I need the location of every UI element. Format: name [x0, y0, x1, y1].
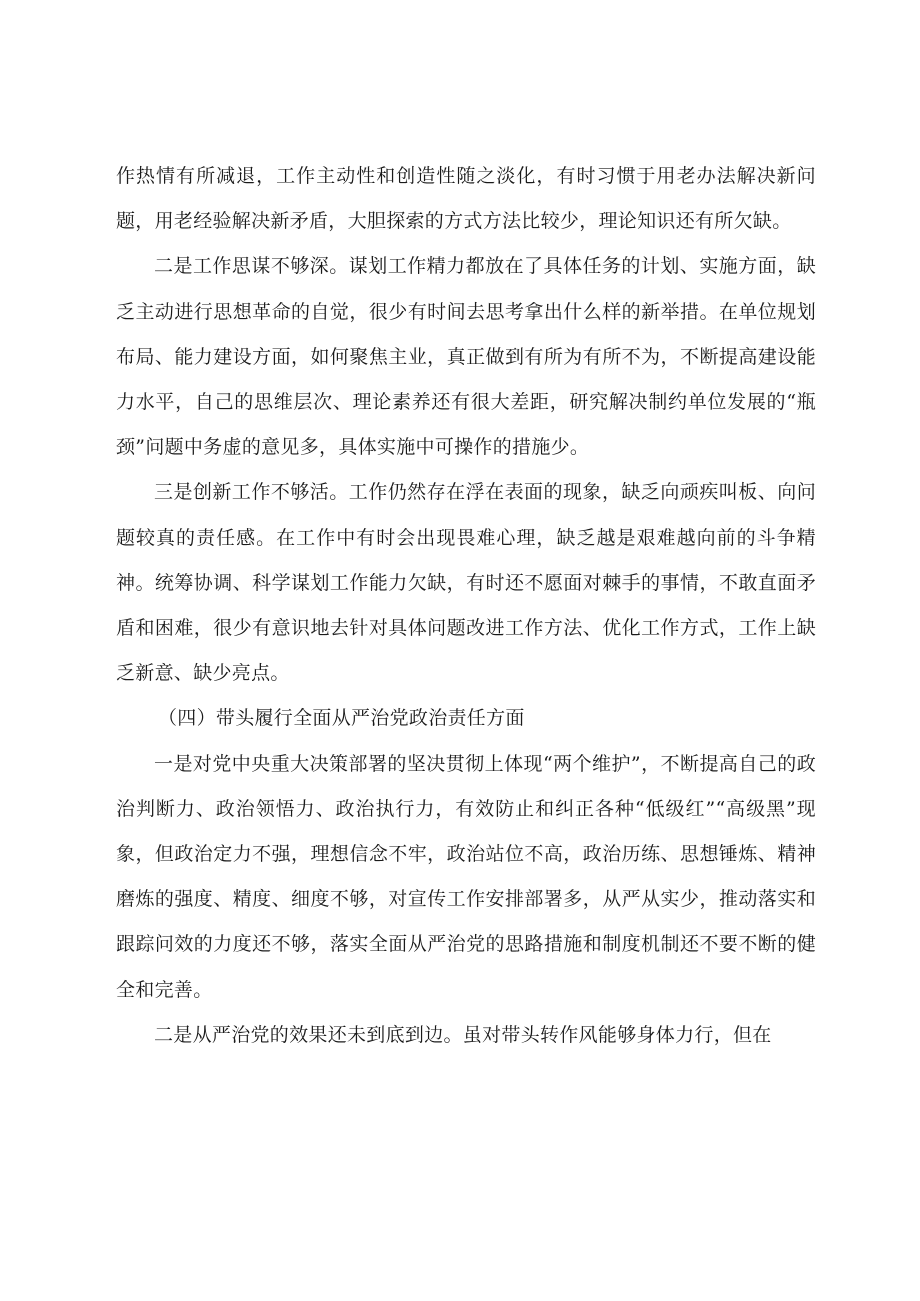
paragraph-party-governance: 二是从严治党的效果还未到底到边。虽对带头转作风能够身体力行，但在: [154, 1023, 772, 1046]
paragraph-two-safeguards: 一是对党中央重大决策部署的坚决贯彻上体现“两个维护”，不断提高自己的政治判断力、政治领悟力、政治执行力，有效防止和纠正各种“低级红”“高级黑”现象，但政治定力不强，理想信念不牢，政治站位不高，政治历练、思想锤炼、精神磨炼的强度、精度、细度不够，对宣传工作安排部署多，从严从实少，推动落实和跟踪问效的力度还不够，落实全面从严治党的思路措施和制度机制还不要不断的健全和完善。: [116, 752, 816, 1001]
section-heading: （四）带头履行全面从严治党政治责任方面: [158, 707, 525, 730]
document-body: [116, 154, 816, 1058]
paragraph-innovation: 三是创新工作不够活。工作仍然存在浮在表面的现象，缺乏向顽疾叫板、向问题较真的责任感。在工作中有时会出现畏难心理，缺乏越是艰难越向前的斗争精神。统筹协调、科学谋划工作能力欠缺，有时还不愿面对棘手的事情，不敢直面矛盾和困难，很少有意识地去针对具体问题改进工作方法、优化工作方式，工作上缺乏新意、缺少亮点。: [116, 481, 816, 685]
paragraph-work-planning: 二是工作思谋不够深。谋划工作精力都放在了具体任务的计划、实施方面，缺乏主动进行思想革命的自觉，很少有时间去思考拿出什么样的新举措。在单位规划布局、能力建设方面，如何聚焦主业，真正做到有所为有所不为，不断提高建设能力水平，自己的思维层次、理论素养还有很大差距，研究解决制约单位发展的“瓶颈”问题中务虚的意见多，具体实施中可操作的措施少。: [116, 255, 816, 459]
paragraph-continuation: 作热情有所减退，工作主动性和创造性随之淡化，有时习惯于用老办法解决新问题，用老经验解决新矛盾，大胆探索的方式方法比较少，理论知识还有所欠缺。: [116, 165, 816, 233]
